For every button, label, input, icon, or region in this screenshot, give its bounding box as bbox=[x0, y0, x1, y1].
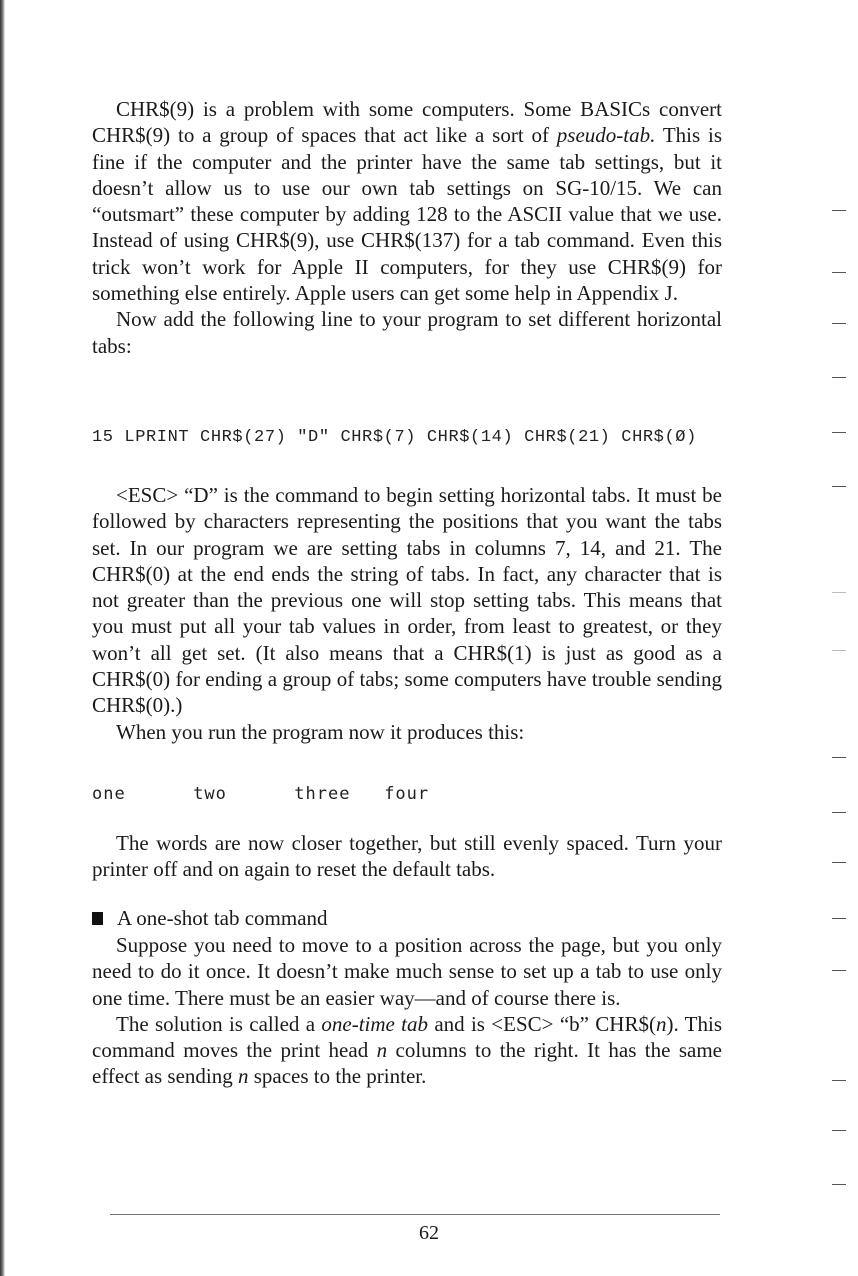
paragraph-add-line: Now add the following line to your program to set different horizontal tabs: bbox=[92, 307, 722, 358]
page-binding-edge bbox=[0, 0, 5, 1276]
paragraph-solution: The solution is called a one-time tab and is <ESC> “b” CHR$(n). This command moves the print head n columns to the right. It has the same effect as sending n spaces to the printer. bbox=[92, 1011, 722, 1089]
closer-together-section bbox=[92, 830, 722, 883]
output-word: three bbox=[294, 784, 351, 804]
output-word: four bbox=[384, 784, 430, 804]
footer-rule bbox=[110, 1214, 720, 1215]
page-number: 62 bbox=[419, 1222, 439, 1244]
scan-edge-marks bbox=[828, 0, 852, 1276]
output-word: one bbox=[92, 784, 126, 804]
section-heading bbox=[92, 906, 328, 931]
code-line: 15 LPRINT CHR$(27) "D" CHR$(7) CHR$(14) CHR$(21) CHR$(Ø) bbox=[92, 428, 697, 447]
program-output bbox=[92, 784, 429, 804]
esc-d-section bbox=[92, 482, 722, 745]
section-heading-text: A one-shot tab command bbox=[117, 906, 328, 930]
paragraph-chr9-problem: CHR$(9) is a problem with some computers. Some BASICs convert CHR$(9) to a group of spaces that act like a sort of pseudo-tab. This is fine if the computer and the printer have the same tab settings, but it doesn’t allow us to use our own tab settings on SG-10/15. We can “outsmart” these computer by adding 128 to the ASCII value that we use. Instead of using CHR$(9), use CHR$(137) for a tab command. Even this trick won’t work for Apple II computers, for they use CHR$(9) for something else entirely. Apple users can get some help in Appendix J. bbox=[92, 97, 722, 306]
paragraph-esc-d: <ESC> “D” is the command to begin setting horizontal tabs. It must be followed by characters representing the positions that you want the tabs set. In our program we are setting tabs in columns 7, 14, and 21. The CHR$(0) at the end ends the string of tabs. In fact, any character that is not greater than the previous one will stop setting tabs. This means that you must put all your tab values in order, from least to greatest, or they won’t all get set. (It also means that a CHR$(1) is just as good as a CHR$(0) for ending a group of tabs; some computers have trouble sending CHR$(0).) bbox=[92, 483, 722, 718]
one-shot-section bbox=[92, 932, 722, 1090]
page-body bbox=[92, 96, 722, 359]
paragraph-closer-together: The words are now closer together, but still evenly spaced. Turn your printer off and on again to reset the default tabs. bbox=[92, 831, 722, 882]
output-word: two bbox=[193, 784, 227, 804]
paragraph-run-program: When you run the program now it produces this: bbox=[116, 719, 525, 744]
square-bullet-icon bbox=[92, 912, 103, 925]
paragraph-one-shot: Suppose you need to move to a position across the page, but you only need to do it once. It doesn’t make much sense to set up a tab to use only one time. There must be an easier way—and of course there is. bbox=[92, 933, 722, 1010]
